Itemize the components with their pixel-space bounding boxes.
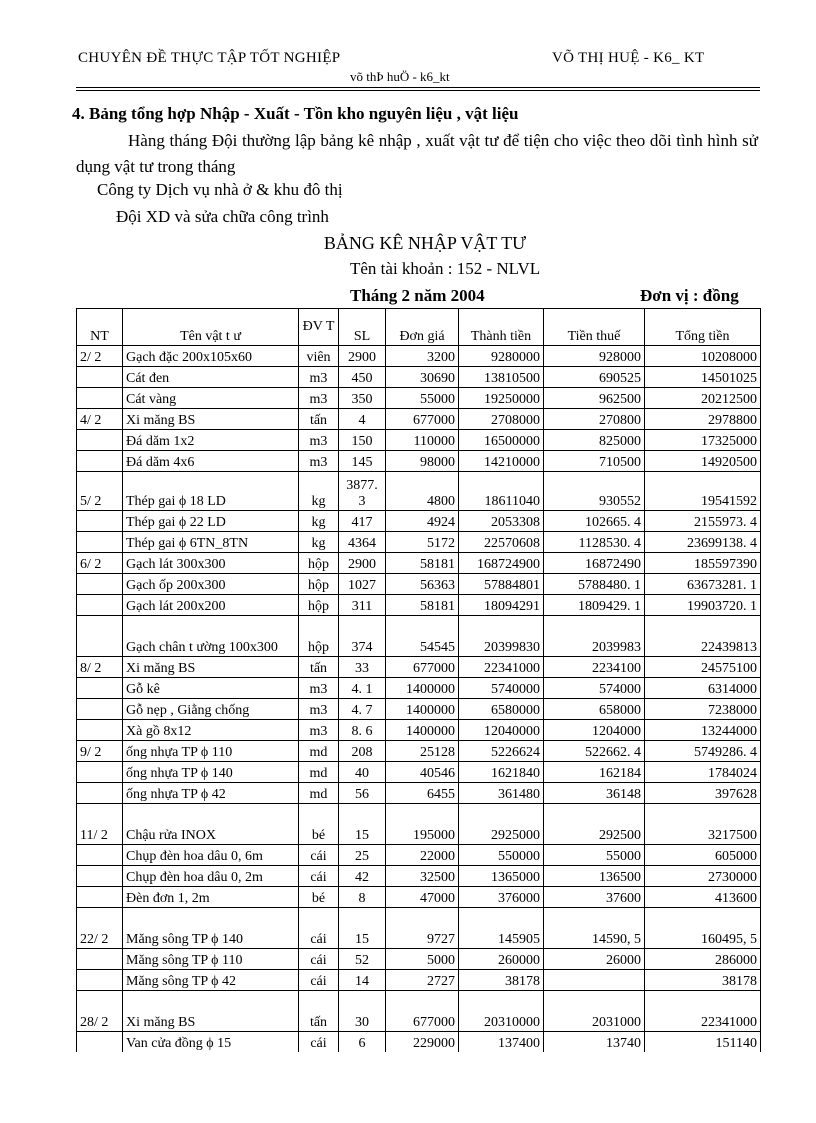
table-row [77, 804, 761, 845]
table-cell: 13244000 [645, 720, 761, 741]
table-cell: 376000 [459, 887, 544, 908]
column-header: Tiền thuế [544, 309, 645, 346]
table-cell: Gạch chân t ường 100x300 [123, 616, 299, 657]
table-cell: 2/ 2 [77, 346, 123, 367]
material-table [76, 308, 761, 1052]
table-cell: 17325000 [645, 430, 761, 451]
table-cell: cái [299, 866, 339, 887]
table-cell: Đèn đơn 1, 2m [123, 887, 299, 908]
table-row [77, 949, 761, 970]
table-cell: 5740000 [459, 678, 544, 699]
table-cell: 6314000 [645, 678, 761, 699]
table-cell: 658000 [544, 699, 645, 720]
table-cell: 2155973. 4 [645, 511, 761, 532]
table-cell: 450 [339, 367, 386, 388]
table-cell: 286000 [645, 949, 761, 970]
table-cell [77, 887, 123, 908]
table-cell [77, 970, 123, 991]
intro-paragraph: Hàng tháng Đội thường lập bảng kê nhập , xuất vật tư để tiện cho việc theo dõi tình hình sử dụng vật tư trong tháng [76, 131, 758, 176]
table-row [77, 367, 761, 388]
table-cell: bé [299, 804, 339, 845]
table-row [77, 616, 761, 657]
table-cell: 2978800 [645, 409, 761, 430]
table-cell: 30 [339, 991, 386, 1032]
table-cell: 13740 [544, 1032, 645, 1053]
table-cell: 825000 [544, 430, 645, 451]
table-cell: 4800 [386, 472, 459, 511]
table-cell: 40 [339, 762, 386, 783]
table-row [77, 991, 761, 1032]
table-cell: 5000 [386, 949, 459, 970]
table-cell: 63673281. 1 [645, 574, 761, 595]
table-cell: 8. 6 [339, 720, 386, 741]
table-cell: 55000 [544, 845, 645, 866]
table-cell: 2730000 [645, 866, 761, 887]
table-cell: 350 [339, 388, 386, 409]
table-cell: ống nhựa TP ϕ 140 [123, 762, 299, 783]
table-cell: m3 [299, 699, 339, 720]
table-cell: Van cửa đồng ϕ 15 [123, 1032, 299, 1053]
table-cell: 13810500 [459, 367, 544, 388]
table-cell: 6 [339, 1032, 386, 1053]
company-name: Công ty Dịch vụ nhà ở & khu đô thị [97, 180, 343, 199]
table-cell: 38178 [459, 970, 544, 991]
table-cell: 677000 [386, 657, 459, 678]
table-cell: Xi măng BS [123, 991, 299, 1032]
table-cell: 54545 [386, 616, 459, 657]
table-cell: viên [299, 346, 339, 367]
table-cell: Chụp đèn hoa dâu 0, 2m [123, 866, 299, 887]
table-cell: 3217500 [645, 804, 761, 845]
table-cell: 58181 [386, 595, 459, 616]
table-cell: m3 [299, 720, 339, 741]
team-name: Đội XD và sửa chữa công trình [116, 207, 329, 226]
table-row [77, 595, 761, 616]
table-row [77, 970, 761, 991]
table-cell: 137400 [459, 1032, 544, 1053]
table-cell: 40546 [386, 762, 459, 783]
table-cell: 145 [339, 451, 386, 472]
table-cell: 33 [339, 657, 386, 678]
table-cell: 20399830 [459, 616, 544, 657]
table-cell: 2900 [339, 346, 386, 367]
table-cell [77, 595, 123, 616]
table-cell: cái [299, 1032, 339, 1053]
table-cell: 11/ 2 [77, 804, 123, 845]
table-cell: 160495, 5 [645, 908, 761, 949]
table-cell: 19903720. 1 [645, 595, 761, 616]
table-cell: 14501025 [645, 367, 761, 388]
table-cell: 5226624 [459, 741, 544, 762]
table-cell [77, 762, 123, 783]
table-cell: 185597390 [645, 553, 761, 574]
table-cell: 19541592 [645, 472, 761, 511]
table-cell [77, 532, 123, 553]
table-row [77, 346, 761, 367]
table-cell: 56 [339, 783, 386, 804]
table-cell: 1027 [339, 574, 386, 595]
table-row [77, 845, 761, 866]
table-cell: 14590, 5 [544, 908, 645, 949]
table-row [77, 553, 761, 574]
table-row [77, 699, 761, 720]
table-cell: 18611040 [459, 472, 544, 511]
table-cell: 3877. 3 [339, 472, 386, 511]
table-cell: 2925000 [459, 804, 544, 845]
table-cell: cái [299, 845, 339, 866]
table-cell: 145905 [459, 908, 544, 949]
table-cell: 24575100 [645, 657, 761, 678]
table-cell: 690525 [544, 367, 645, 388]
table-cell: tấn [299, 991, 339, 1032]
table-cell: 4/ 2 [77, 409, 123, 430]
table-row [77, 430, 761, 451]
table-cell: bé [299, 887, 339, 908]
table-cell: 208 [339, 741, 386, 762]
doc-title: BẢNG KÊ NHẬP VẬT TƯ [323, 233, 527, 253]
table-cell: 14920500 [645, 451, 761, 472]
table-cell: 2039983 [544, 616, 645, 657]
table-cell: 1128530. 4 [544, 532, 645, 553]
table-cell [77, 720, 123, 741]
table-cell: Đá dăm 4x6 [123, 451, 299, 472]
table-cell: 16872490 [544, 553, 645, 574]
column-header: SL [339, 309, 386, 346]
table-row [77, 532, 761, 553]
table-cell [77, 616, 123, 657]
table-cell: 930552 [544, 472, 645, 511]
month-line: Tháng 2 năm 2004 [350, 286, 485, 305]
table-cell: Chụp đèn hoa dâu 0, 6m [123, 845, 299, 866]
table-cell: 361480 [459, 783, 544, 804]
table-cell: m3 [299, 430, 339, 451]
table-header-row [77, 309, 761, 346]
table-cell [77, 783, 123, 804]
table-cell: 1400000 [386, 720, 459, 741]
table-cell: 4. 7 [339, 699, 386, 720]
header-rule-bottom [76, 90, 760, 91]
table-cell: Xi măng BS [123, 657, 299, 678]
table-cell: Chậu rửa INOX [123, 804, 299, 845]
table-cell: 5172 [386, 532, 459, 553]
unit-line: Đơn vị : đồng [640, 286, 739, 305]
table-cell: 2234100 [544, 657, 645, 678]
table-cell: 25128 [386, 741, 459, 762]
table-cell: hộp [299, 574, 339, 595]
table-cell: 22000 [386, 845, 459, 866]
table-cell: 98000 [386, 451, 459, 472]
table-cell: md [299, 741, 339, 762]
table-cell: 14210000 [459, 451, 544, 472]
table-cell [77, 949, 123, 970]
table-cell: 25 [339, 845, 386, 866]
table-cell: 168724900 [459, 553, 544, 574]
table-cell: 150 [339, 430, 386, 451]
table-cell: 15 [339, 804, 386, 845]
header-left: CHUYÊN ĐỀ THỰC TẬP TỐT NGHIỆP [78, 50, 341, 66]
table-row [77, 741, 761, 762]
table-cell: 311 [339, 595, 386, 616]
table-cell: 7238000 [645, 699, 761, 720]
table-cell: hộp [299, 616, 339, 657]
table-cell: 4364 [339, 532, 386, 553]
table-cell: Thép gai ϕ 6TN_8TN [123, 532, 299, 553]
table-cell: 8 [339, 887, 386, 908]
table-cell: tấn [299, 657, 339, 678]
table-cell: 1365000 [459, 866, 544, 887]
table-cell: 4. 1 [339, 678, 386, 699]
table-cell: Thép gai ϕ 22 LD [123, 511, 299, 532]
table-cell: 37600 [544, 887, 645, 908]
table-cell: 22/ 2 [77, 908, 123, 949]
table-cell: Măng sông TP ϕ 140 [123, 908, 299, 949]
table-cell: Xi măng BS [123, 409, 299, 430]
table-cell: Cát đen [123, 367, 299, 388]
table-cell: m3 [299, 451, 339, 472]
table-cell: Gạch ốp 200x300 [123, 574, 299, 595]
table-cell: tấn [299, 409, 339, 430]
column-header: NT [77, 309, 123, 346]
table-cell: ống nhựa TP ϕ 110 [123, 741, 299, 762]
table-row [77, 451, 761, 472]
table-cell: ống nhựa TP ϕ 42 [123, 783, 299, 804]
table-cell: 9727 [386, 908, 459, 949]
table-row [77, 678, 761, 699]
table-cell: 550000 [459, 845, 544, 866]
table-cell: 928000 [544, 346, 645, 367]
table-cell [77, 451, 123, 472]
table-cell: kg [299, 532, 339, 553]
table-cell: 374 [339, 616, 386, 657]
table-cell: cái [299, 970, 339, 991]
table-cell: kg [299, 511, 339, 532]
table-cell: kg [299, 472, 339, 511]
table-cell: 6/ 2 [77, 553, 123, 574]
table-cell: 42 [339, 866, 386, 887]
table-cell: 574000 [544, 678, 645, 699]
table-row [77, 783, 761, 804]
table-cell: 397628 [645, 783, 761, 804]
table-cell: 52 [339, 949, 386, 970]
table-cell: 962500 [544, 388, 645, 409]
table-cell: 18094291 [459, 595, 544, 616]
table-cell: 16500000 [459, 430, 544, 451]
table-cell: 32500 [386, 866, 459, 887]
table-cell: Măng sông TP ϕ 42 [123, 970, 299, 991]
table-cell: 413600 [645, 887, 761, 908]
table-cell: 3200 [386, 346, 459, 367]
table-cell: 151140 [645, 1032, 761, 1053]
table-cell: Gạch đặc 200x105x60 [123, 346, 299, 367]
table-cell [77, 845, 123, 866]
table-cell: 8/ 2 [77, 657, 123, 678]
table-cell: 2727 [386, 970, 459, 991]
header-sub: võ thÞ huÖ - k6_kt [350, 69, 450, 84]
table-cell: 2708000 [459, 409, 544, 430]
table-cell [77, 1032, 123, 1053]
table-cell: Xà gồ 8x12 [123, 720, 299, 741]
table-cell: Gỗ kê [123, 678, 299, 699]
table-cell: 28/ 2 [77, 991, 123, 1032]
table-row [77, 1032, 761, 1053]
table-cell: 57884801 [459, 574, 544, 595]
table-cell: md [299, 783, 339, 804]
table-cell: hộp [299, 595, 339, 616]
header-right: VÕ THỊ HUỆ - K6_ KT [552, 50, 705, 66]
table-cell: hộp [299, 553, 339, 574]
table-cell: 26000 [544, 949, 645, 970]
table-cell: Đá dăm 1x2 [123, 430, 299, 451]
column-header: ĐV T [299, 309, 339, 346]
table-cell: 20212500 [645, 388, 761, 409]
table-cell: 1784024 [645, 762, 761, 783]
table-cell: cái [299, 908, 339, 949]
table-cell: 270800 [544, 409, 645, 430]
table-cell: 102665. 4 [544, 511, 645, 532]
table-cell: 5749286. 4 [645, 741, 761, 762]
table-row [77, 908, 761, 949]
table-cell: 55000 [386, 388, 459, 409]
table-cell: 15 [339, 908, 386, 949]
table-cell [544, 970, 645, 991]
table-row [77, 887, 761, 908]
table-cell: 22341000 [459, 657, 544, 678]
table-cell: m3 [299, 367, 339, 388]
table-cell: 38178 [645, 970, 761, 991]
table-cell: 1400000 [386, 678, 459, 699]
table-cell: 2900 [339, 553, 386, 574]
table-cell: m3 [299, 678, 339, 699]
table-cell: 162184 [544, 762, 645, 783]
table-cell [77, 574, 123, 595]
table-cell [77, 511, 123, 532]
header-rule-top [76, 87, 760, 88]
table-cell: 605000 [645, 845, 761, 866]
column-header: Tổng tiền [645, 309, 761, 346]
table-row [77, 762, 761, 783]
table-cell: 22439813 [645, 616, 761, 657]
section-title: 4. Bảng tổng hợp Nhập - Xuất - Tồn kho nguyên liệu , vật liệu [72, 104, 519, 123]
table-cell: 23699138. 4 [645, 532, 761, 553]
column-header: Tên vật t ư [123, 309, 299, 346]
table-cell: 9/ 2 [77, 741, 123, 762]
table-cell: 22341000 [645, 991, 761, 1032]
table-cell: 30690 [386, 367, 459, 388]
table-cell: Gỗ nẹp , Giằng chống [123, 699, 299, 720]
table-cell: 229000 [386, 1032, 459, 1053]
table-cell: 4 [339, 409, 386, 430]
table-cell: 2053308 [459, 511, 544, 532]
table-cell [77, 367, 123, 388]
table-cell: 677000 [386, 991, 459, 1032]
table-cell: 4924 [386, 511, 459, 532]
table-cell: 5/ 2 [77, 472, 123, 511]
table-cell: m3 [299, 388, 339, 409]
table-row [77, 388, 761, 409]
table-cell: 1204000 [544, 720, 645, 741]
table-cell: 292500 [544, 804, 645, 845]
table-cell: 20310000 [459, 991, 544, 1032]
table-cell: 19250000 [459, 388, 544, 409]
table-cell [77, 699, 123, 720]
table-cell: 5788480. 1 [544, 574, 645, 595]
table-cell: 6580000 [459, 699, 544, 720]
table-cell: 110000 [386, 430, 459, 451]
table-cell: md [299, 762, 339, 783]
table-cell [77, 388, 123, 409]
table-cell: 22570608 [459, 532, 544, 553]
table-cell: 710500 [544, 451, 645, 472]
column-header: Đơn giá [386, 309, 459, 346]
table-cell: 12040000 [459, 720, 544, 741]
table-cell: Gạch lát 300x300 [123, 553, 299, 574]
table-cell: Gạch lát 200x200 [123, 595, 299, 616]
table-cell: 1809429. 1 [544, 595, 645, 616]
table-cell: Thép gai ϕ 18 LD [123, 472, 299, 511]
table-cell: Măng sông TP ϕ 110 [123, 949, 299, 970]
column-header: Thành tiền [459, 309, 544, 346]
table-cell: 14 [339, 970, 386, 991]
table-cell: 56363 [386, 574, 459, 595]
table-cell: 136500 [544, 866, 645, 887]
table-row [77, 657, 761, 678]
table-cell [77, 430, 123, 451]
table-cell: 10208000 [645, 346, 761, 367]
table-row [77, 472, 761, 511]
table-cell: 195000 [386, 804, 459, 845]
table-cell: 58181 [386, 553, 459, 574]
table-cell: 260000 [459, 949, 544, 970]
table-row [77, 720, 761, 741]
table-cell: 6455 [386, 783, 459, 804]
table-cell: 47000 [386, 887, 459, 908]
table-cell: 1400000 [386, 699, 459, 720]
table-row [77, 409, 761, 430]
table-cell: cái [299, 949, 339, 970]
table-row [77, 866, 761, 887]
table-cell [77, 678, 123, 699]
table-cell: 677000 [386, 409, 459, 430]
account-line: Tên tài khoản : 152 - NLVL [350, 259, 541, 278]
table-cell: 9280000 [459, 346, 544, 367]
table-cell [77, 866, 123, 887]
table-cell: Cát vàng [123, 388, 299, 409]
table-cell: 1621840 [459, 762, 544, 783]
table-row [77, 574, 761, 595]
table-cell: 522662. 4 [544, 741, 645, 762]
table-row [77, 511, 761, 532]
table-cell: 2031000 [544, 991, 645, 1032]
table-cell: 417 [339, 511, 386, 532]
table-cell: 36148 [544, 783, 645, 804]
